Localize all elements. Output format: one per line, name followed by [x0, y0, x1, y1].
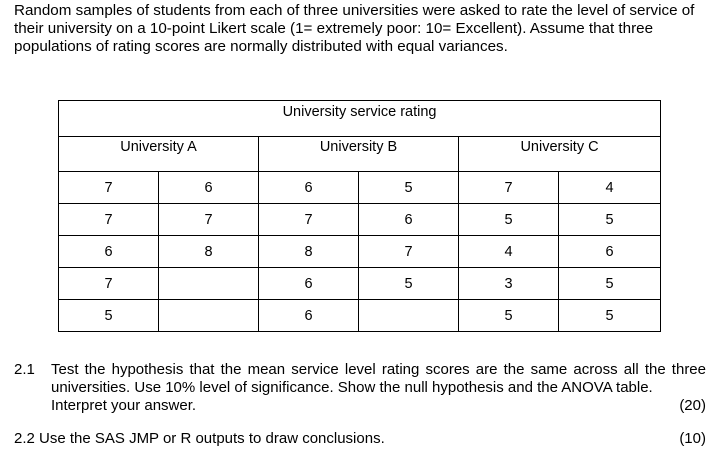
header-university-a: University A	[59, 137, 259, 172]
table-cell: 4	[559, 172, 661, 204]
intro-paragraph: Random samples of students from each of three universities were asked to rate the level of service of their university on a 10-point Likert scale (1= extremely poor: 10= Excellent). Assume that three populations of rating scores are normally distributed with equal variances.	[14, 2, 695, 55]
table-cell	[159, 268, 259, 300]
question-text: Test the hypothesis that the mean service level rating scores are the same across all the three universities. Use 10% level of significance. Show the null hypothesis and the ANOVA table.	[51, 361, 706, 396]
table-cell: 7	[59, 172, 159, 204]
table-row	[59, 172, 661, 204]
table-cell: 5	[559, 204, 661, 236]
table-header-row	[59, 137, 661, 172]
table-cell: 6	[559, 236, 661, 268]
question-marks: (20)	[679, 397, 706, 414]
table-cell: 8	[259, 236, 359, 268]
table-cell: 6	[59, 236, 159, 268]
rating-table	[58, 100, 661, 332]
table-cell: 7	[259, 204, 359, 236]
table-cell: 4	[459, 236, 559, 268]
header-university-b: University B	[259, 137, 459, 172]
table-cell: 5	[359, 172, 459, 204]
table-title-row	[59, 101, 661, 137]
table-cell: 7	[59, 268, 159, 300]
table-cell: 7	[459, 172, 559, 204]
table-row	[59, 204, 661, 236]
table-cell: 5	[459, 204, 559, 236]
question-text-end: Interpret your answer.	[51, 397, 197, 414]
table-cell: 6	[359, 204, 459, 236]
question-number: 2.1	[14, 361, 35, 378]
question-last-line	[14, 397, 706, 415]
table-cell: 5	[359, 268, 459, 300]
table-cell	[159, 300, 259, 332]
table-row	[59, 268, 661, 300]
table-row	[59, 236, 661, 268]
table-cell: 6	[259, 268, 359, 300]
question-text: 2.2 Use the SAS JMP or R outputs to draw conclusions.	[14, 430, 385, 447]
table-cell: 5	[459, 300, 559, 332]
question-marks: (10)	[679, 430, 706, 447]
table-cell: 6	[259, 172, 359, 204]
table-cell: 5	[559, 268, 661, 300]
table-cell: 7	[159, 204, 259, 236]
table-cell: 6	[259, 300, 359, 332]
table-cell: 7	[359, 236, 459, 268]
header-university-c: University C	[459, 137, 661, 172]
question-2-2	[14, 430, 706, 448]
table-cell: 5	[559, 300, 661, 332]
table-title: University service rating	[59, 101, 661, 137]
table-cell: 8	[159, 236, 259, 268]
question-2-1	[14, 361, 706, 415]
table-row	[59, 300, 661, 332]
table-cell: 7	[59, 204, 159, 236]
table-cell: 6	[159, 172, 259, 204]
table-cell: 5	[59, 300, 159, 332]
table-cell	[359, 300, 459, 332]
table-cell: 3	[459, 268, 559, 300]
